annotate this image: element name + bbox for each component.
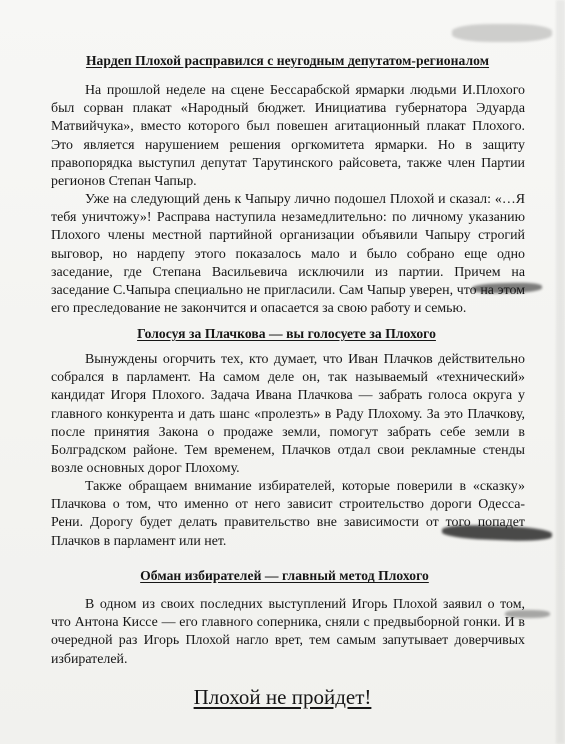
scan-shadow-edge xyxy=(556,0,565,744)
closing-slogan: Плохой не пройдет! xyxy=(193,685,372,709)
section-1-paragraph-1: На прошлой неделе на сцене Бессарабской ярмарки людьми И.Плохого был сорван плакат «Народный бюджет. Инициатива губернатора Эдуарда Матвийчука», вместо которого был повешен агитационный плакат Плохого. Это является нарушением решения оргкомитета ярмарки. Но в защиту правопорядка выступил депутат Тарутинского райсовета, также член Партии регионов Степан Чапыр. xyxy=(51,83,525,190)
section-1-heading: Нардеп Плохой расправился с неугодным депутатом-регионалом xyxy=(85,53,490,68)
section-2-paragraph-1: Вынуждены огорчить тех, кто думает, что Иван Плачков действительно собрался в парламент. На самом деле он, так называемый «технический» кандидат Игоря Плохого. Задача Ивана Плачкова — забрать голоса округа у главного конкурента и дать шанс «пролезть» в Раду Плохому. За это Плачкову, после принятия Закона о продаже земли, помогут забрать себе земли в Болградском районе. Тем временем, Плачков отдал свои рекламные стенды возле основных дорог Плохому. xyxy=(51,352,525,477)
section-3-paragraph-1: В одном из своих последних выступлений Игорь Плохой заявил о том, что Антона Киссе — его главного соперника, сняли с предвыборной гонки. И в очередной раз Игорь Плохой нагло врет, тем самым запутывает доверчивых избирателей. xyxy=(51,597,525,667)
section-2-paragraph-2: Также обращаем внимание избирателей, которые поверили в «сказку» Плачкова о том, что именно от него зависит строительство дороги Одесса-Рени. Дорогу будет делать правительство вне зависимости от того попадет Плачков в парламент или нет. xyxy=(51,479,525,549)
scan-smudge-top xyxy=(452,24,552,42)
section-3-heading: Обман избирателей — главный метод Плохого xyxy=(140,568,429,583)
section-1-paragraph-2: Уже на следующий день к Чапыру лично подошел Плохой и сказал: «…Я тебя уничтожу»! Расправа наступила незамедлительно: по личному указанию Плохого члены местной партийной организации объявили Чапыру строгий выговор, но нардепу этого показалось мало и было собрано еще одно заседание, где Степана Васильевича исключили из партии. Причем на заседание С.Чапыра специально не пригласили. Сам Чапыр уверен, что на этом его преследование не закончится и опасается за свою работу и семью. xyxy=(51,192,525,317)
section-2-heading: Голосуя за Плачкова — вы голосуете за Плохого xyxy=(137,326,436,341)
